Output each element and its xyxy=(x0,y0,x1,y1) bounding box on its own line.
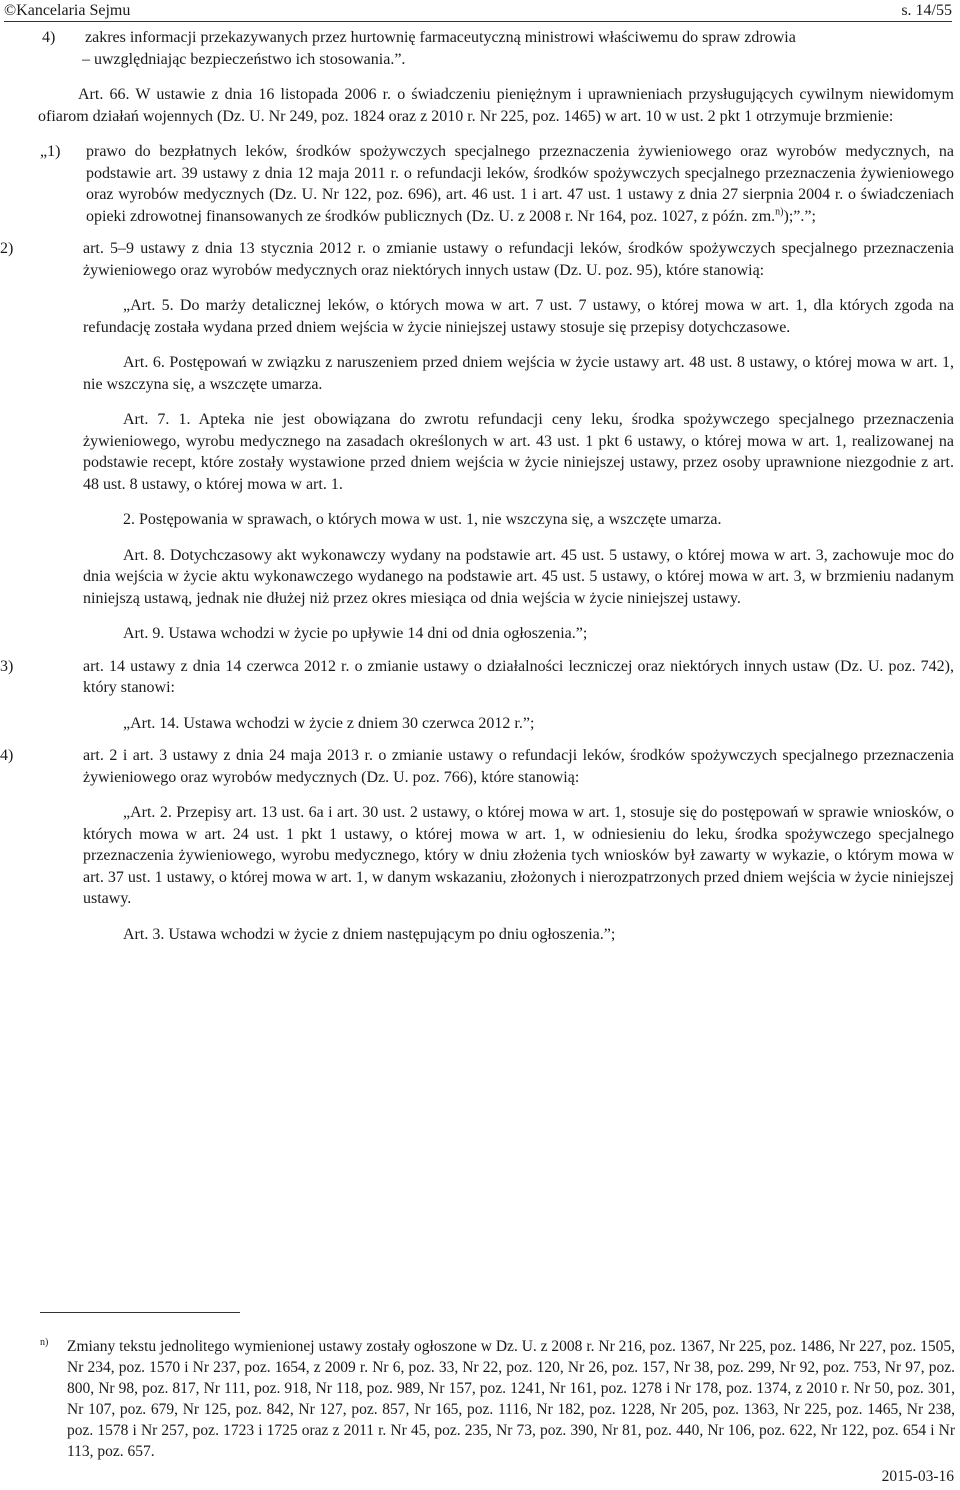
point-text xyxy=(70,141,954,227)
footnote-ref: n) xyxy=(775,206,784,218)
item-tail: – uwzględniając bezpieczeństwo ich stosowania.”. xyxy=(82,50,406,68)
header-rule xyxy=(4,21,952,22)
list-item xyxy=(42,27,954,49)
quoted-article-7-2: 2. Postępowania w sprawach, o których mowa w ust. 1, nie wszczyna się, a wszczęte umarza. xyxy=(123,511,722,528)
quoted-article-6: Art. 6. Postępowań w związku z naruszeniem przed dniem wejścia w życie ustawy art. 48 ust. 8 ustawy, o której mowa w art. 1, nie wszczyna się, a wszczęte umarza. xyxy=(83,354,954,393)
list-item xyxy=(0,656,954,735)
quoted-article-8: Art. 8. Dotychczasowy akt wykonawczy wydany na podstawie art. 45 ust. 5 ustawy, o której mowa w art. 3, zachowuje moc do dnia wejścia w życie aktu wykonawczego wydanego na podstawie art. 45 ust. 5 ustawy, o której mowa w art. 3, w brzmieniu nadanym niniejszą ustawą, jednak nie dłużej niż przez okres miesiąca od dnia wejścia w życie niniejszej ustawy. xyxy=(83,546,954,607)
quoted-article-2: „Art. 2. Przepisy art. 13 ust. 6a i art. 30 ust. 2 ustawy, o której mowa w art. 1, stosuje się do postępowań w sprawie wniosków, o których mowa w art. 24 ust. 1 pkt 1 ustawy, o której mowa w art. 1, w odniesieniu do leku, środka spożywczego specjalnego przeznaczenia żywieniowego, wyrobu medycznego, który w dniu złożenia tych wniosków był zawarty w wykazie, o którym mowa w art. 37 ust. 1 ustawy, o której mowa w art. 1, w danym wskazaniu, złożonych i nierozpatrzonych przed dniem wejścia w życie niniejszej ustawy. xyxy=(83,804,954,907)
page-number: s. 14/55 xyxy=(901,2,952,19)
quoted-article-3: Art. 3. Ustawa wchodzi w życie z dniem następującym po dniu ogłoszenia.”; xyxy=(123,925,616,943)
list-item xyxy=(0,745,954,945)
point-text-end: );”.”; xyxy=(783,207,816,225)
quoted-article-7-1: Art. 7. 1. Apteka nie jest obowiązana do zwrotu refundacji ceny leku, środka spożywczego specjalnego przeznaczenia żywieniowego, wyrobu medycznego na zasadach określonych w art. 43 ust. 1 pkt 6 ustawy, o której mowa w art. 1, realizowanej na podstawie recept, które zostały wystawione przed dniem wejścia w życie niniejszej ustawy, przez osoby uprawnione niezgodnie z art. 48 ust. 8 ustawy, o której mowa w art. 1. xyxy=(83,411,954,493)
item-text: art. 14 ustawy z dnia 14 czerwca 2012 r. o zmianie ustawy o działalności leczniczej oraz niektórych innych ustaw (Dz. U. poz. 742), który stanowi: xyxy=(83,657,954,696)
item-number: 2) xyxy=(0,240,14,257)
item-text: art. 2 i art. 3 ustawy z dnia 24 maja 2013 r. o zmianie ustawy o refundacji leków, środków spożywczych specjalnego przeznaczenia żywieniowego oraz wyrobów medycznych (Dz. U. poz. 766), które stanowią: xyxy=(83,747,954,786)
item-number: 4) xyxy=(42,29,56,46)
article-66: Art. 66. W ustawie z dnia 16 listopada 2006 r. o świadczeniu pieniężnym i uprawnieniach przysługujących cywilnym niewidomym ofiarom działań wojennych (Dz. U. Nr 249, poz. 1824 oraz z 2010 r. Nr 225, poz. 1465) w art. 10 w ust. 2 pkt 1 otrzymuje brzmienie: xyxy=(38,86,954,125)
footnote-mark: n) xyxy=(40,1337,49,1348)
quoted-article-5: „Art. 5. Do marży detalicznej leków, o których mowa w art. 7 ust. 7 ustawy, o której mowa w art. 1, dla których zgoda na refundację została wydana przed dniem wejścia w życie niniejszej ustawy stosuje się przepisy dotychczasowe. xyxy=(83,297,954,336)
footnote xyxy=(40,1336,955,1462)
page-header xyxy=(4,0,952,22)
point-text-main: prawo do bezpłatnych leków, środków spożywczych specjalnego przeznaczenia żywieniowego oraz wyrobów medycznych, na podstawie art. 39 ustawy z dnia 12 maja 2011 r. o refundacji leków, środków spożywczych specjalnego przeznaczenia żywieniowego oraz wyrobów medycznych (Dz. U. Nr 122, poz. 696), art. 46 ust. 1 i art. 47 ust. 1 ustawy z dnia 27 sierpnia 2004 r. o świadczeniach opieki zdrowotnej finansowanych ze środków publicznych (Dz. U. z 2008 r. Nr 164, poz. 1027, z późn. zm. xyxy=(86,143,954,225)
quoted-point-1 xyxy=(40,141,954,227)
item-number: 4) xyxy=(0,747,14,764)
footnote-text: Zmiany tekstu jednolitego wymienionej ustawy zostały ogłoszone w Dz. U. z 2008 r. Nr 216, poz. 1367, Nr 225, poz. 1486, Nr 227, poz. 1505, Nr 234, poz. 1570 i Nr 237, poz. 1654, z 2009 r. Nr 6, poz. 33, Nr 22, poz. 120, Nr 26, poz. 157, Nr 38, poz. 299, Nr 92, poz. 753, Nr 97, poz. 800, Nr 98, poz. 817, Nr 111, poz. 918, Nr 118, poz. 989, Nr 157, poz. 1241, Nr 161, poz. 1278 i Nr 178, poz. 1374, z 2010 r. Nr 50, poz. 301, Nr 107, poz. 679, Nr 125, poz. 842, Nr 127, poz. 857, Nr 165, poz. 1116, Nr 182, poz. 1228, Nr 205, poz. 1363, Nr 225, poz. 1465, Nr 238, poz. 1578 i Nr 257, poz. 1723 i 1725 oraz z 2011 r. Nr 45, poz. 235, Nr 73, poz. 390, Nr 81, poz. 440, Nr 106, poz. 622, Nr 122, poz. 654 i Nr 113, poz. 657. xyxy=(67,1338,955,1460)
item-text: zakres informacji przekazywanych przez hurtownię farmaceutyczną ministrowi właściwemu do spraw zdrowia xyxy=(85,29,796,46)
header-copyright: ©Kancelaria Sejmu xyxy=(4,2,131,19)
quoted-article-9: Art. 9. Ustawa wchodzi w życie po upływie 14 dni od dnia ogłoszenia.”; xyxy=(123,625,588,642)
footnote-rule xyxy=(40,1312,240,1313)
item-text: art. 5–9 ustawy z dnia 13 stycznia 2012 r. o zmianie ustawy o refundacji leków, środków spożywczych specjalnego przeznaczenia żywieniowego oraz wyrobów medycznych oraz niektórych innych ustaw (Dz. U. poz. 95), które stanowią: xyxy=(83,240,954,279)
document-date: 2015-03-16 xyxy=(881,1468,954,1485)
quoted-article-14: „Art. 14. Ustawa wchodzi w życie z dniem 30 czerwca 2012 r.”; xyxy=(123,714,535,732)
item-number: 3) xyxy=(0,657,14,675)
document-body xyxy=(0,27,954,945)
list-item xyxy=(0,238,954,645)
point-number: „1) xyxy=(40,143,61,160)
